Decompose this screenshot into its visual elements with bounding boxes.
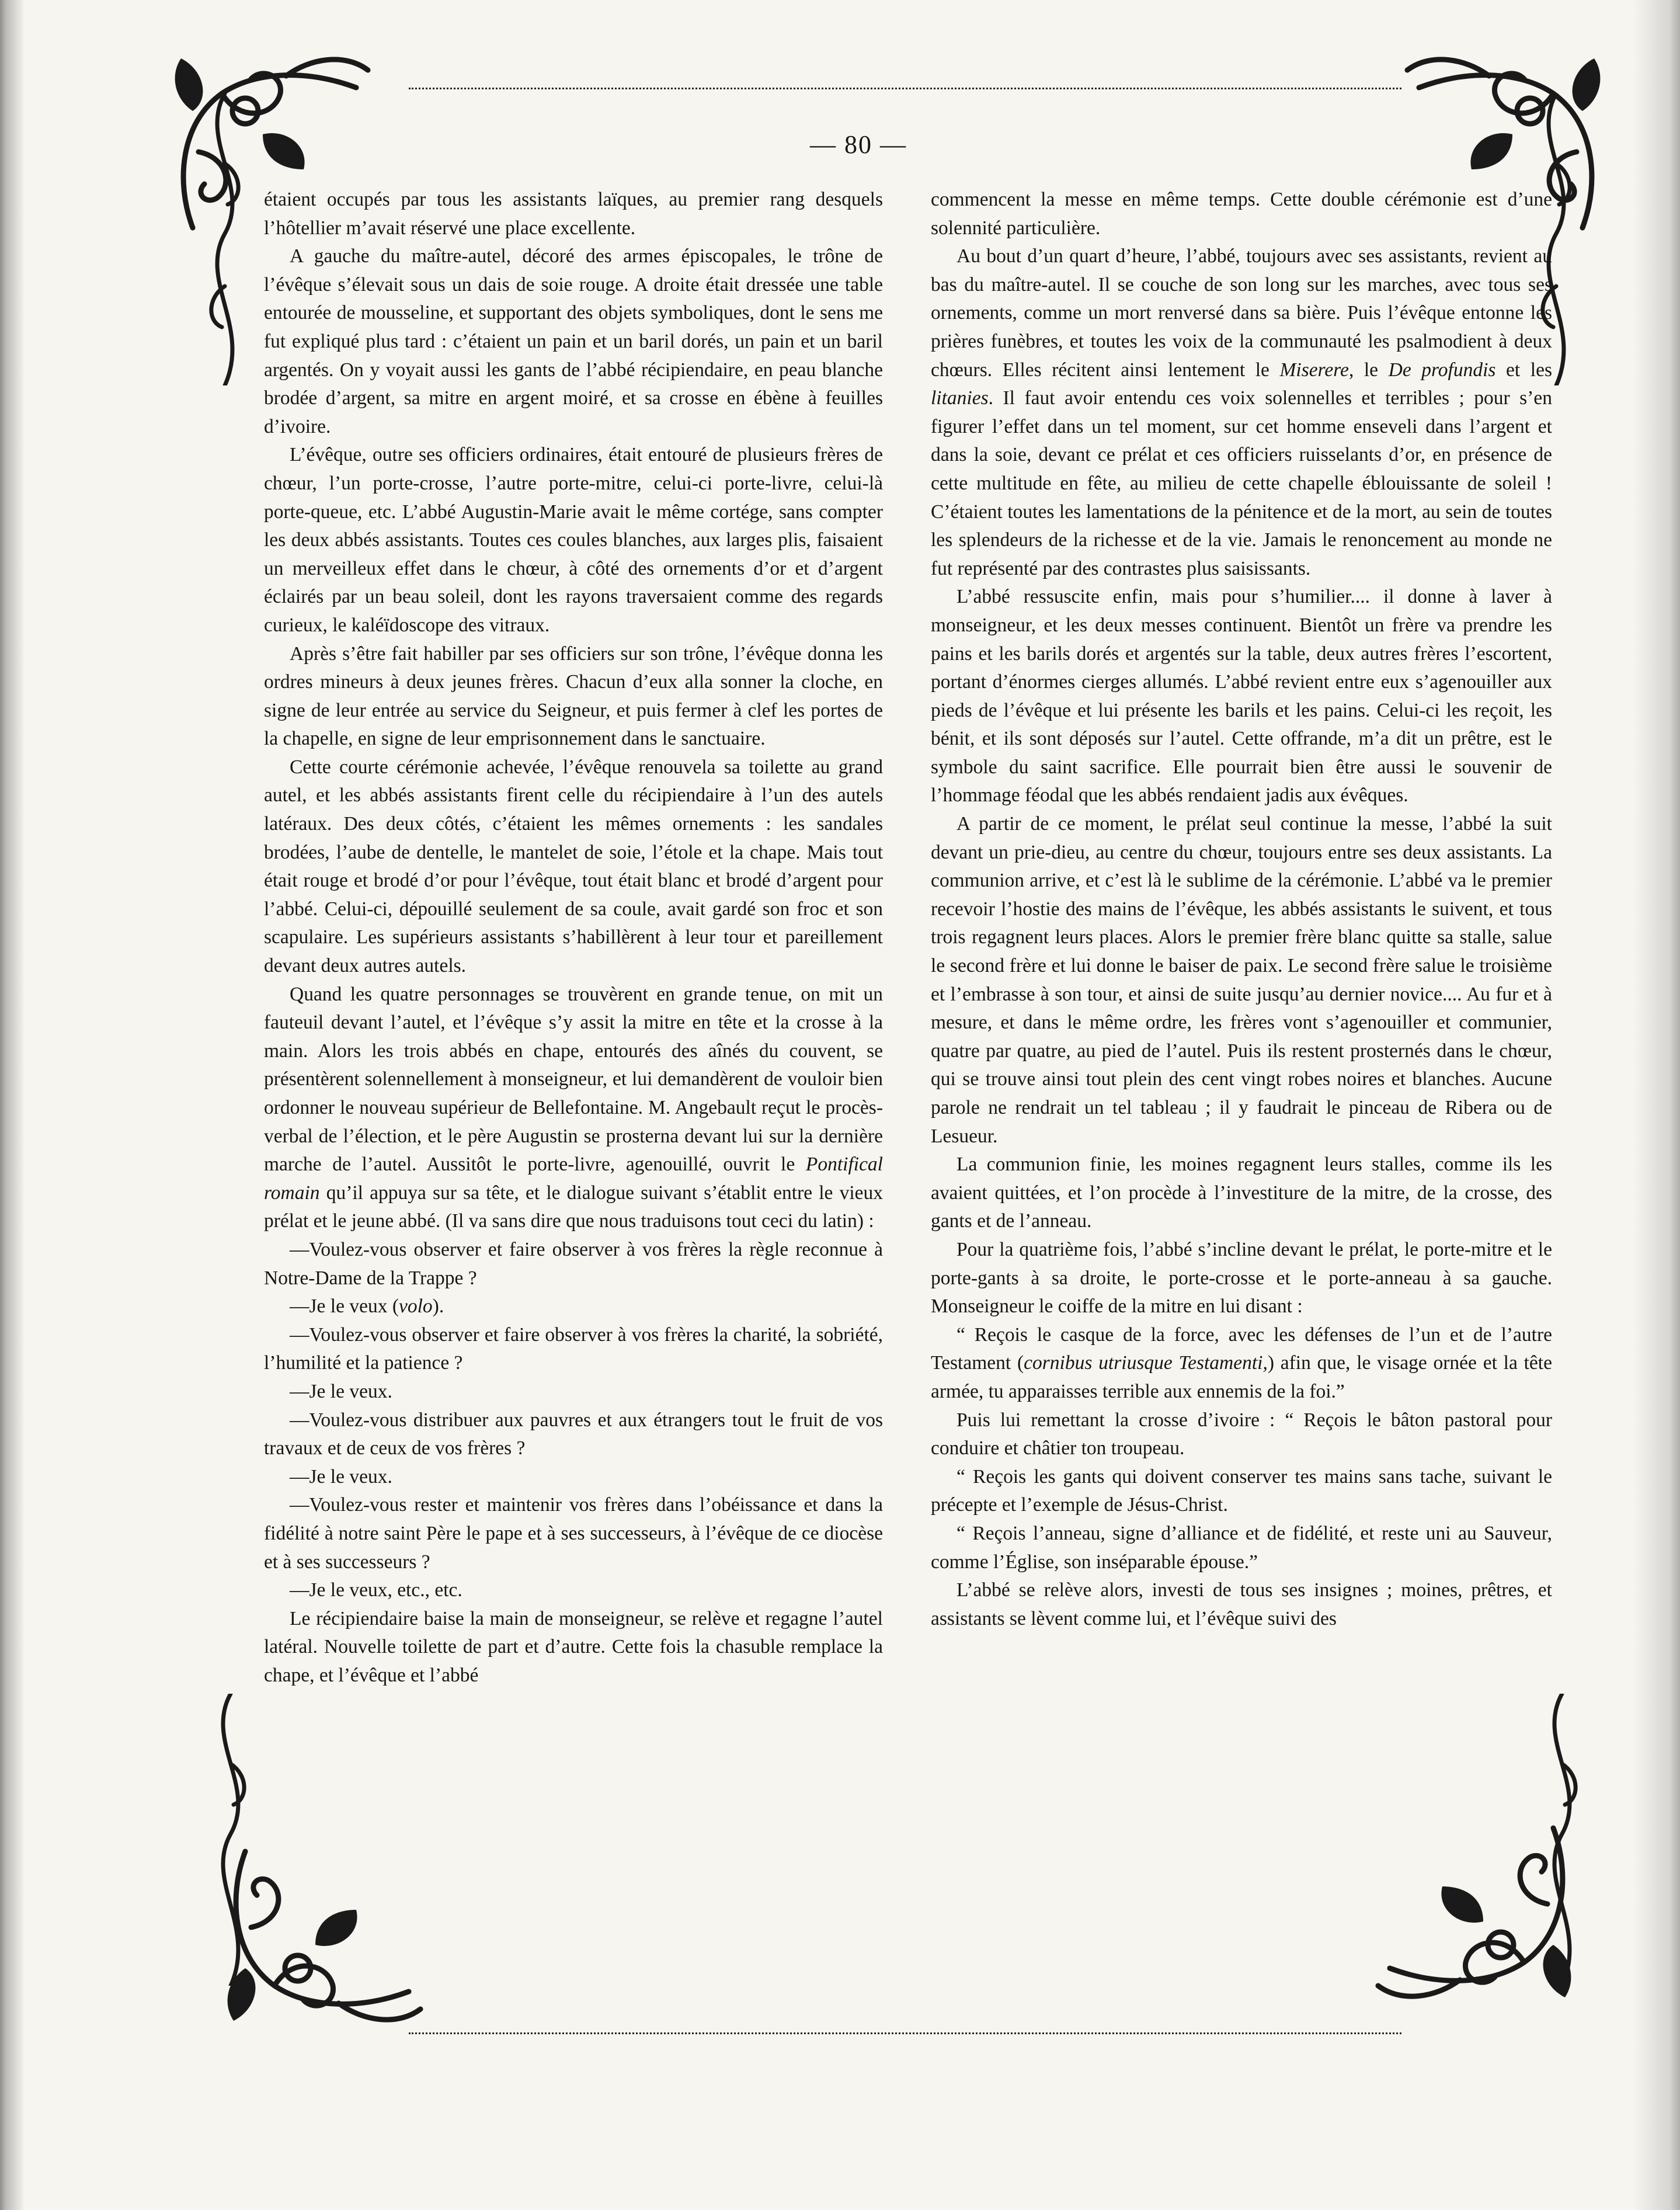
text-run: et les	[1495, 359, 1552, 381]
paragraph	[264, 981, 883, 1236]
page-binding-shadow	[0, 0, 23, 2210]
italic-term: litanies	[931, 387, 989, 409]
dialogue-line: —Je le veux.	[290, 1465, 392, 1488]
paragraph: La communion finie, les moines regagnent leurs stalles, comme ils les avaient quittées, et l’on procède à l’investiture de la mitre, de la crosse, des gants et de l’anneau.	[931, 1153, 1552, 1232]
text-run: Au bout d’un quart d’heure, l’abbé, toujours avec ses assistants, revient au bas du maître-autel. Il se couche de son long sur les marches, avec tous ses ornements, comme un mort renversé dans sa bière. Puis l’évêque entonne les prières funèbres, et toutes les voix de la communauté les psalmodient à deux chœurs. Elles récitent ainsi lentement le	[931, 245, 1552, 381]
text-run: “ Reçois le casque de la force, avec les défenses de l’un et de l’autre Testament (	[931, 1323, 1552, 1374]
paragraph: étaient occupés par tous les assistants laïques, au premier rang desquels l’hôtellier m’avait réservé une place excellente.	[264, 189, 883, 239]
paragraph: L’abbé ressuscite enfin, mais pour s’humilier.... il donne à laver à monseigneur, et les deux messes continuent. Bientôt un frère va prendre les pains et les barils dorés et argentés sur la table, deux autres frères l’escortent, portant d’énormes cierges allumés. L’abbé revient entre eux s’agenouiller aux pieds de l’évêque et lui présente les barils et les pains. Celui-ci les reçoit, les bénit, et ils sont déposés sur l’autel. Cette offrande, m’a dit un prêtre, est le symbole du saint sacrifice. Elle pourrait bien être aussi le souvenir de l’hommage féodal que les abbés rendaient jadis aux évêques.	[931, 586, 1552, 807]
page-number: — 80 —	[810, 130, 907, 159]
paragraph: L’abbé se relève alors, investi de tous ses insignes ; moines, prêtres, et assistants se lèvent comme lui, et l’évêque suivi des	[931, 1579, 1552, 1629]
dialogue-line: —Voulez-vous observer et faire observer à vos frères la charité, la sobriété, l’humilité et la patience ?	[264, 1323, 883, 1374]
bottom-border-rule	[409, 2032, 1401, 2034]
side-scroll-ornament-icon	[1530, 1694, 1594, 1986]
dialogue-line	[264, 1292, 883, 1321]
dialogue-line: —Je le veux, etc., etc.	[290, 1579, 462, 1601]
quotation: “ Reçois les gants qui doivent conserver tes mains sans tache, suivant le précepte et l’exemple de Jésus-Christ.	[931, 1465, 1552, 1516]
right-text-column	[931, 186, 1552, 1633]
italic-term: cornibus utriusque Testamenti,	[1024, 1352, 1268, 1374]
text-run: ).	[432, 1295, 444, 1318]
side-scroll-ornament-icon	[193, 93, 257, 385]
italic-term: volo	[398, 1295, 433, 1318]
quotation	[931, 1321, 1552, 1406]
quotation: Puis lui remettant la crosse d’ivoire : “ Reçois le bâton pastoral pour conduire et châtier ton troupeau.	[931, 1409, 1552, 1460]
paragraph: L’évêque, outre ses officiers ordinaires, était entouré de plusieurs frères de chœur, l’un porte-crosse, l’autre porte-mitre, celui-ci porte-livre, celui-là porte-queue, etc. L’abbé Augustin-Marie avait le même cortége, sans compter les deux abbés assistants. Toutes ces coules blanches, aux larges plis, faisaient un merveilleux effet dans le chœur, à côté des ornements d’or et d’argent éclairés par un beau soleil, dont les rayons traversaient comme des regards curieux, le kaléïdoscope des vitraux.	[264, 444, 883, 636]
dialogue-line: —Voulez-vous distribuer aux pauvres et aux étrangers tout le fruit de vos travaux et de ceux de vos frères ?	[264, 1409, 883, 1460]
paragraph	[931, 242, 1552, 583]
quotation: “ Reçois l’anneau, signe d’alliance et de fidélité, et reste uni au Sauveur, comme l’Église, son inséparable épouse.”	[931, 1522, 1552, 1573]
dialogue-line: —Voulez-vous rester et maintenir vos frères dans l’obéissance et dans la fidélité à notre saint Père le pape et à ses successeurs, à l’évêque de ce diocèse et à ses successeurs ?	[264, 1494, 883, 1573]
text-run: . Il faut avoir entendu ces voix solennelles et terribles ; pour s’en figurer l’effet dans un tel moment, sur cet homme enseveli dans l’argent et dans la soie, devant ce prélat et ces officiers ruisselants d’or, en présence de cette multitude en fête, au milieu de cette chapelle éblouissante de soleil ! C’étaient toutes les lamentations de la pénitence et de la mort, au sein de toutes les splendeurs de la richesse et de la vie. Jamais le renoncement au monde ne fut représenté par des contrastes plus saisissants.	[931, 387, 1552, 579]
paragraph: Cette courte cérémonie achevée, l’évêque renouvela sa toilette au grand autel, et les abbés assistants firent celle du récipiendaire à l’un des autels latéraux. Des deux côtés, c’étaient les mêmes ornements : les sandales brodées, l’aube de dentelle, le mantelet de soie, l’étole et la chape. Mais tout était rouge et brodé d’or pour l’évêque, tout était blanc et brodé d’argent pour l’abbé. Celui-ci, dépouillé seulement de sa coule, avait gardé son froc et son scapulaire. Les supérieurs assistants s’habillèrent à leur tour et pareillement devant deux autres autels.	[264, 756, 883, 977]
text-run: —Je le veux (	[290, 1295, 399, 1318]
page-edge-shadow	[1627, 0, 1680, 2210]
side-scroll-ornament-icon	[199, 1694, 263, 1986]
text-run: , le	[1348, 359, 1389, 381]
text-run: ) afin que, le visage ornée et la tête armée, tu apparaisses terrible aux ennemis de la foi.”	[931, 1352, 1552, 1402]
left-text-column	[264, 186, 883, 1690]
italic-term: De profundis	[1388, 359, 1496, 381]
text-run: qu’il appuya sur sa tête, et le dialogue suivant s’établit entre le vieux prélat et le jeune abbé. (Il va sans dire que nous traduisons tout ceci du latin) :	[264, 1182, 883, 1232]
dialogue-line: —Je le veux.	[290, 1380, 392, 1402]
paragraph: Après s’être fait habiller par ses officiers sur son trône, l’évêque donna les ordres mineurs à deux jeunes frères. Chacun d’eux alla sonner la cloche, en signe de leur entrée au service du Seigneur, et puis fermer à clef les portes de la chapelle, en signe de leur emprisonnement dans le sanctuaire.	[264, 642, 883, 750]
paragraph: Le récipiendaire baise la main de monseigneur, se relève et regagne l’autel latéral. Nouvelle toilette de part et d’autre. Cette fois la chasuble remplace la chape, et l’évêque et l’abbé	[264, 1607, 883, 1686]
paragraph: A partir de ce moment, le prélat seul continue la messe, l’abbé la suit devant un prie-dieu, au centre du chœur, toujours entre ses deux assistants. La communion arrive, et c’est là le sublime de la cérémonie. L’abbé va le premier recevoir l’hostie des mains de l’évêque, les abbés assistants le suivent, et tous trois regagnent leurs places. Alors le premier frère blanc quitte sa stalle, salue le second frère et lui donne le baiser de paix. Le second frère salue le troisième et l’embrasse à son tour, et ainsi de suite jusqu’au dernier novice.... Au fur et à mesure, et dans le même ordre, les frères vont s’agenouiller et communier, quatre par quatre, au pied de l’autel. Puis ils restent prosternés dans le chœur, qui se trouve ainsi tout plein des cent vingt robes noires et blanches. Aucune parole ne rendrait un tel tableau ; il y faudrait le pinceau de Ribera ou de Lesueur.	[931, 813, 1552, 1147]
italic-title: Pontifical romain	[264, 1153, 883, 1204]
text-run: Quand les quatre personnages se trouvèrent en grande tenue, on mit un fauteuil devant l’autel, et l’évêque s’y assit la mitre en tête et la crosse à la main. Alors les trois abbés en chape, entourés des aînés du couvent, se présentèrent solennellement à monseigneur, et lui demandèrent de vouloir bien ordonner le nouveau supérieur de Bellefontaine. M. Angebault reçut le procès-verbal de l’élection, et le père Augustin se prosterna devant lui sur la dernière marche de l’autel. Aussitôt le porte-livre, agenouillé, ouvrit le	[264, 983, 883, 1176]
paragraph: commencent la messe en même temps. Cette double cérémonie est d’une solennité particulière.	[931, 189, 1552, 239]
paragraph: A gauche du maître-autel, décoré des armes épiscopales, le trône de l’évêque s’élevait sous un dais de soie rouge. A droite était dressée une table entourée de mousseline, et supportant des objets symboliques, dont le sens me fut expliqué plus tard : c’étaient un pain et un baril dorés, un pain et un baril argentés. On y voyait aussi les gants de l’abbé récipiendaire, en peau blanche brodée d’argent, sa mitre en argent moiré, et sa crosse en ébène à feuilles d’ivoire.	[264, 245, 883, 437]
italic-term: Miserere	[1279, 359, 1349, 381]
paragraph: Pour la quatrième fois, l’abbé s’incline devant le prélat, le porte-mitre et le porte-gants à sa droite, le porte-crosse et le porte-anneau à sa gauche. Monseigneur le coiffe de la mitre en lui disant :	[931, 1238, 1552, 1318]
top-border-rule	[409, 88, 1401, 89]
dialogue-line: —Voulez-vous observer et faire observer à vos frères la règle reconnue à Notre-Dame de la Trappe ?	[264, 1238, 883, 1289]
